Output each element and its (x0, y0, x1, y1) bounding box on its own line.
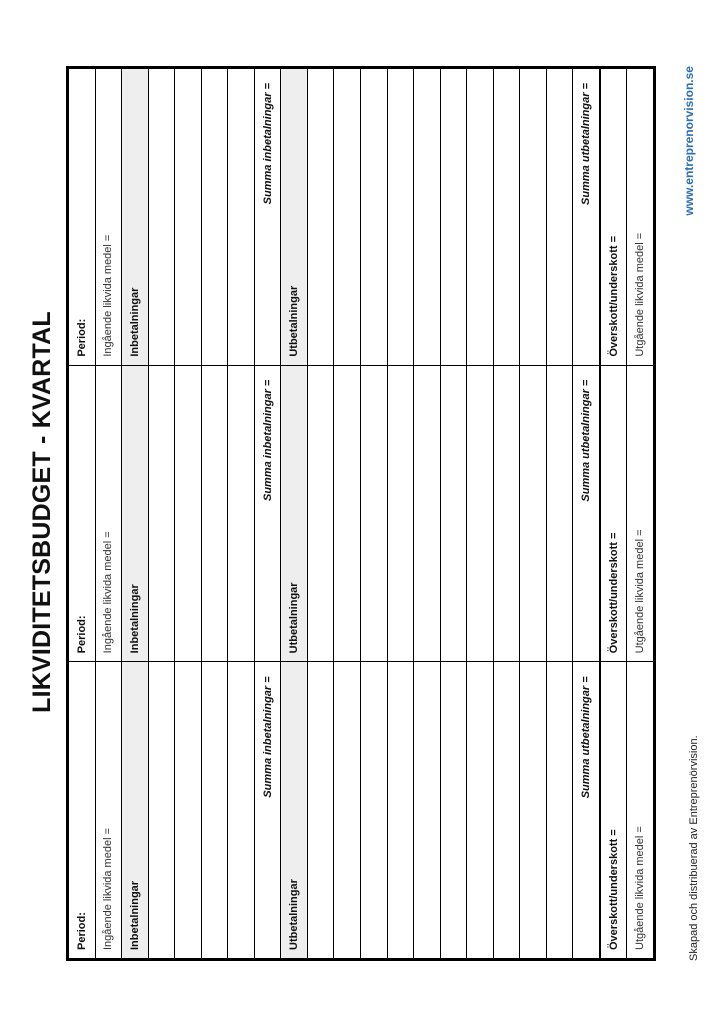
payments-header: Utbetalningar (280, 69, 307, 365)
receipt-row[interactable] (227, 69, 254, 365)
payment-row[interactable] (466, 69, 493, 365)
receipt-row[interactable] (174, 662, 201, 958)
surplus-label: Överskott/underskott = (599, 366, 627, 662)
opening-balance-label: Ingående likvida medel = (95, 69, 122, 365)
receipt-row[interactable] (227, 366, 254, 662)
payment-row[interactable] (440, 366, 467, 662)
payment-row[interactable] (387, 662, 414, 958)
payments-header: Utbetalningar (280, 662, 307, 958)
receipt-row[interactable] (201, 662, 228, 958)
payment-row[interactable] (546, 69, 573, 365)
receipt-row[interactable] (148, 69, 175, 365)
receipts-header: Inbetalningar (121, 662, 148, 958)
payment-row[interactable] (466, 366, 493, 662)
receipts-sum-label: Summa inbetalningar = (254, 69, 281, 365)
footer-credit: Skapad och distribuerad av Entreprenörvision. (688, 735, 700, 961)
payment-row[interactable] (387, 69, 414, 365)
payment-row[interactable] (307, 366, 334, 662)
payment-row[interactable] (307, 662, 334, 958)
payment-row[interactable] (440, 662, 467, 958)
surplus-label: Överskott/underskott = (599, 662, 627, 958)
opening-balance-label: Ingående likvida medel = (95, 662, 122, 958)
closing-balance-label: Utgående likvida medel = (626, 662, 653, 958)
payment-row[interactable] (333, 69, 360, 365)
receipts-header: Inbetalningar (121, 366, 148, 662)
payment-row[interactable] (413, 662, 440, 958)
payments-sum-label: Summa utbetalningar = (572, 69, 599, 365)
receipts-sum-label: Summa inbetalningar = (254, 366, 281, 662)
receipt-row[interactable] (174, 69, 201, 365)
payment-row[interactable] (493, 662, 520, 958)
payment-row[interactable] (546, 366, 573, 662)
receipt-row[interactable] (201, 69, 228, 365)
receipt-row[interactable] (148, 662, 175, 958)
receipt-row[interactable] (174, 366, 201, 662)
period-label: Period: (75, 318, 88, 357)
period-label: Period: (75, 912, 88, 950)
receipts-sum-label: Summa inbetalningar = (254, 662, 281, 958)
payment-row[interactable] (466, 662, 493, 958)
payment-row[interactable] (333, 366, 360, 662)
receipt-row[interactable] (201, 366, 228, 662)
period-column-1 (69, 662, 653, 958)
payment-row[interactable] (413, 366, 440, 662)
payment-row[interactable] (546, 662, 573, 958)
payment-row[interactable] (333, 662, 360, 958)
opening-balance-label: Ingående likvida medel = (95, 366, 122, 662)
page-title: LIKVIDITETSBUDGET - KVARTAL (28, 311, 56, 713)
surplus-label: Överskott/underskott = (599, 69, 627, 365)
payment-row[interactable] (519, 69, 546, 365)
receipt-row[interactable] (227, 662, 254, 958)
payment-row[interactable] (493, 69, 520, 365)
payment-row[interactable] (413, 69, 440, 365)
closing-balance-label: Utgående likvida medel = (626, 69, 653, 365)
period-column-3 (69, 69, 653, 366)
payment-row[interactable] (519, 662, 546, 958)
payments-header: Utbetalningar (280, 366, 307, 662)
payment-row[interactable] (493, 366, 520, 662)
payments-sum-label: Summa utbetalningar = (572, 662, 599, 958)
receipts-header: Inbetalningar (121, 69, 148, 365)
period-label: Period: (75, 615, 88, 654)
payment-row[interactable] (360, 366, 387, 662)
receipt-row[interactable] (148, 366, 175, 662)
payment-row[interactable] (307, 69, 334, 365)
payment-row[interactable] (387, 366, 414, 662)
payment-row[interactable] (440, 69, 467, 365)
payment-row[interactable] (519, 366, 546, 662)
payment-row[interactable] (360, 69, 387, 365)
budget-grid (66, 66, 656, 961)
period-column-2 (69, 366, 653, 663)
payments-sum-label: Summa utbetalningar = (572, 366, 599, 662)
payment-row[interactable] (360, 662, 387, 958)
website-link[interactable]: www.entreprenorvision.se (682, 66, 696, 216)
closing-balance-label: Utgående likvida medel = (626, 366, 653, 662)
